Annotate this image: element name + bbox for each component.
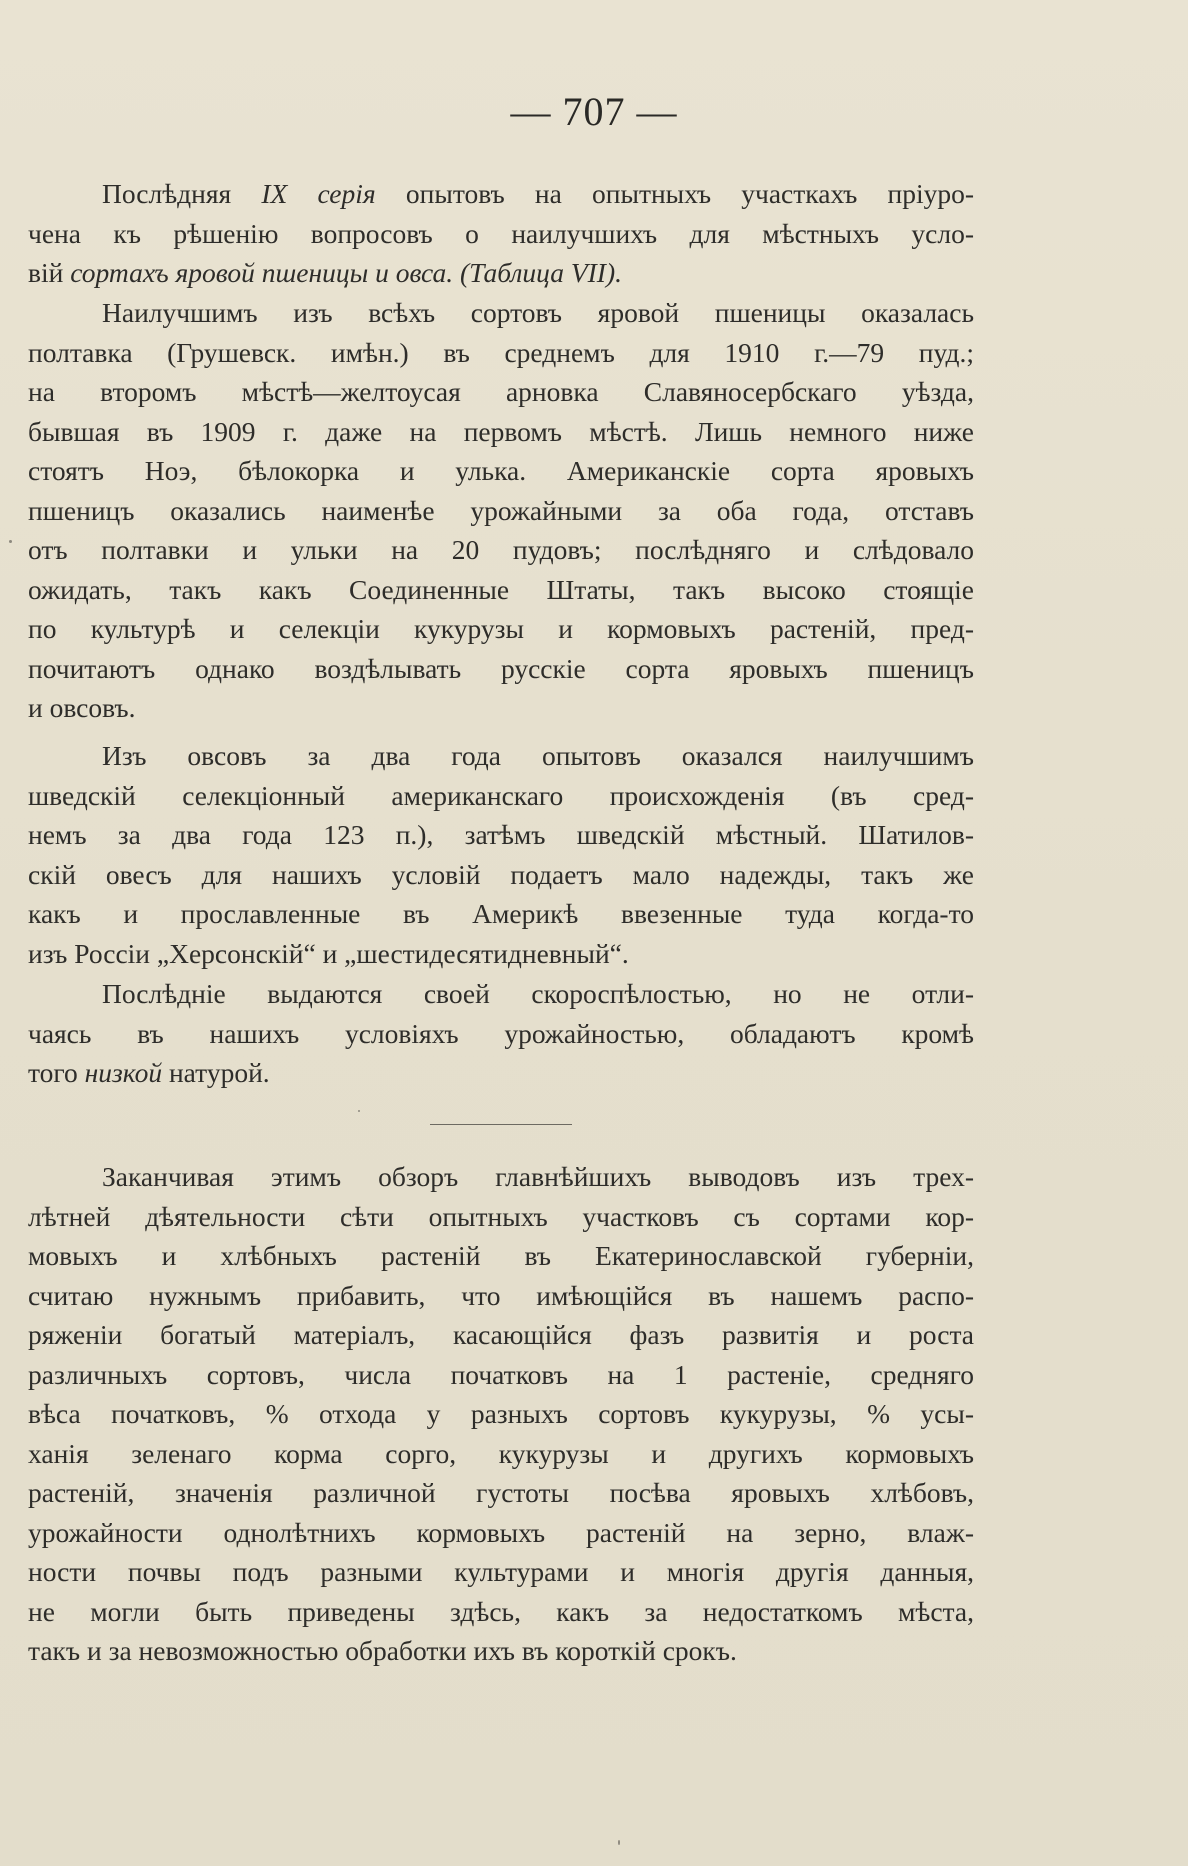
- text-run: на второмъ мѣстѣ—желтоусая арновка Славяносербскаго уѣзда,: [28, 376, 974, 407]
- text-run: бывшая въ 1909 г. даже на первомъ мѣстѣ. Лишь немного ниже: [28, 415, 974, 447]
- text-line: [28, 451, 974, 491]
- text-line: [28, 649, 974, 689]
- text-run: вѣса початковъ, % отхода у разныхъ сортовъ кукурузы, % усы-: [28, 1398, 974, 1429]
- text-run: Изъ овсовъ за два года опытовъ оказался наилучшимъ: [102, 740, 974, 771]
- text-line: [28, 1355, 974, 1395]
- text-line: [28, 333, 974, 373]
- text-line: [28, 1434, 974, 1474]
- text-run: ности почвы подъ разными культурами и многія другія данныя,: [28, 1556, 974, 1587]
- text-line: [28, 1197, 974, 1237]
- text-line: [28, 609, 974, 649]
- text-run: ханія зеленаго корма сорго, кукурузы и другихъ кормовыхъ: [28, 1437, 974, 1469]
- text-line: [28, 491, 974, 531]
- paragraph-3: [28, 736, 974, 973]
- text-run: немъ за два года 123 п.), затѣмъ шведскій мѣстный. Шатилов-: [28, 819, 974, 850]
- text-line: [28, 776, 974, 816]
- paper-speck: [618, 1840, 620, 1845]
- text-run: Послѣдніе выдаются своей скороспѣлостью, но не отли-: [102, 978, 974, 1009]
- page-number: — 707 —: [510, 89, 678, 134]
- text-run: вій: [28, 257, 71, 288]
- text-run: лѣтней дѣятельности сѣти опытныхъ участковъ съ сортами кор-: [28, 1200, 974, 1232]
- text-run: и овсовъ.: [28, 692, 136, 723]
- text-run: Послѣдняя: [102, 178, 262, 209]
- text-run: урожайности однолѣтнихъ кормовыхъ растеній на зерно, влаж-: [28, 1516, 974, 1548]
- text-line: [28, 688, 974, 728]
- text-run: пшеницъ оказались наименѣе урожайными за оба года, отставъ: [28, 494, 974, 526]
- text-run: скій овесъ для нашихъ условій подаетъ мало надежды, такъ же: [28, 858, 974, 890]
- paragraph-2: [28, 293, 974, 728]
- text-line: [28, 253, 974, 293]
- text-line: [28, 214, 974, 254]
- text-run: Заканчивая этимъ обзоръ главнѣйшихъ выводовъ изъ трех-: [102, 1161, 974, 1192]
- text-line: [28, 293, 974, 333]
- text-line: [28, 1592, 974, 1632]
- text-run: натурой.: [162, 1057, 270, 1088]
- text-run: почитаютъ однако воздѣлывать русскіе сорта яровыхъ пшеницъ: [28, 652, 974, 684]
- text-run: различныхъ сортовъ, числа початковъ на 1 растеніе, средняго: [28, 1358, 974, 1390]
- paragraph-4: [28, 974, 974, 1093]
- text-run: полтавка (Грушевск. имѣн.) въ среднемъ для 1910 г.—79 пуд.;: [28, 336, 974, 368]
- paragraph-1: [28, 174, 974, 293]
- text-line: [28, 815, 974, 855]
- text-line: [28, 1053, 974, 1093]
- text-line: [28, 1513, 974, 1553]
- text-run: стоятъ Ноэ, бѣлокорка и улька. Американскіе сорта яровыхъ: [28, 455, 974, 486]
- text-line: [28, 1014, 974, 1054]
- text-run: ожидать, такъ какъ Соединенные Штаты, такъ высоко стоящіе: [28, 573, 974, 605]
- text-run: чена къ рѣшенію вопросовъ о наилучшихъ для мѣстныхъ усло-: [28, 217, 974, 249]
- text-run: мовыхъ и хлѣбныхъ растеній въ Екатеринославской губерніи,: [28, 1240, 974, 1271]
- section-divider: [430, 1124, 572, 1125]
- text-run: по культурѣ и селекціи кукурузы и кормовыхъ растеній, пред-: [28, 613, 974, 644]
- text-run: изъ Россіи „Херсонскій“ и „шестидесятидневный“.: [28, 937, 629, 969]
- text-line: [28, 974, 974, 1014]
- text-line: [28, 1552, 974, 1592]
- text-run: не могли быть приведены здѣсь, какъ за недостаткомъ мѣста,: [28, 1595, 974, 1627]
- text-run: какъ и прославленные въ Америкѣ ввезенные туда когда-то: [28, 898, 974, 929]
- text-line: [28, 1315, 974, 1355]
- text-line: [28, 1276, 974, 1316]
- paper-speck: [358, 1110, 360, 1112]
- text-run: чаясь въ нашихъ условіяхъ урожайностью, обладаютъ кромѣ: [28, 1017, 974, 1049]
- text-line: [28, 1394, 974, 1434]
- paragraph-5: [28, 1157, 974, 1671]
- text-run: опытовъ на опытныхъ участкахъ пріуро-: [375, 178, 974, 209]
- italic-run: низкой: [84, 1057, 163, 1088]
- text-line: [28, 412, 974, 452]
- text-line: [28, 736, 974, 776]
- text-line: [28, 894, 974, 934]
- paper-speck: [9, 540, 12, 543]
- text-run: растеній, значенія различной густоты посѣва яровыхъ хлѣбовъ,: [28, 1477, 974, 1508]
- text-run: ряженіи богатый матеріалъ, касающійся фазъ развитія и роста: [28, 1319, 974, 1350]
- text-line: [28, 372, 974, 412]
- text-run: считаю нужнымъ прибавить, что имѣющійся въ нашемъ распо-: [28, 1279, 974, 1311]
- text-run: Наилучшимъ изъ всѣхъ сортовъ яровой пшеницы оказалась: [102, 297, 974, 328]
- text-line: [28, 530, 974, 570]
- text-line: [28, 1236, 974, 1276]
- text-line: [28, 570, 974, 610]
- italic-run: сортахъ яровой пшеницы и овса. (Таблица VII).: [70, 257, 622, 288]
- text-run: шведскій селекціонный американскаго происхожденія (въ сред-: [28, 779, 974, 811]
- text-line: [28, 1631, 974, 1671]
- text-run: такъ и за невозможностью обработки ихъ въ короткій срокъ.: [28, 1635, 737, 1666]
- text-line: [28, 855, 974, 895]
- text-run: отъ полтавки и ульки на 20 пудовъ; послѣдняго и слѣдовало: [28, 534, 974, 565]
- text-run: того: [28, 1057, 85, 1088]
- text-line: [28, 1473, 974, 1513]
- text-line: [28, 934, 974, 974]
- text-line: [28, 1157, 974, 1197]
- text-line: [28, 174, 974, 214]
- italic-run: IX серія: [261, 178, 376, 209]
